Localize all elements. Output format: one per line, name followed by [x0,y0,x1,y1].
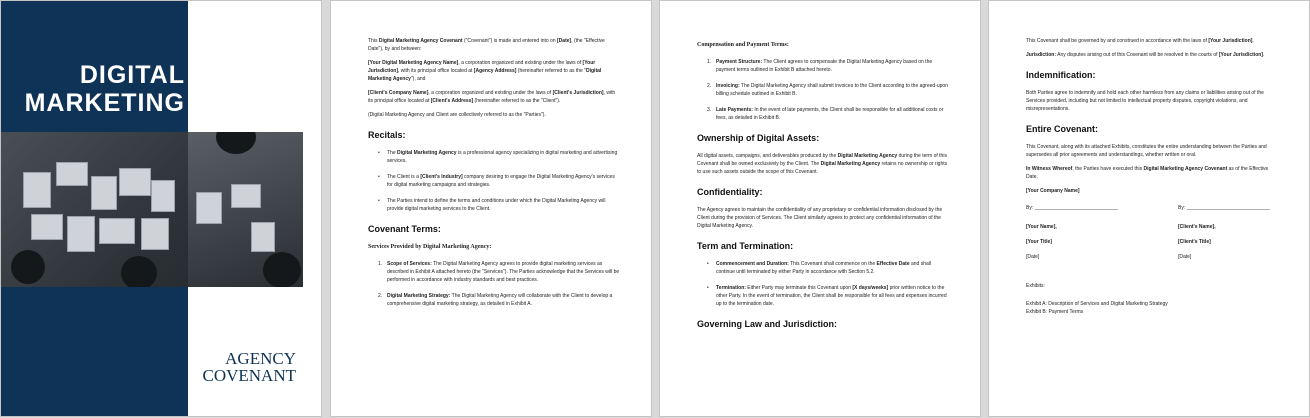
governing-law-heading: Governing Law and Jurisdiction: [697,319,838,329]
payment-item: 1. Payment Structure: The Client agrees to compensate the Digital Marketing Agency based on the payment terms outlined in Exhibit B attached hereto. [707,59,933,73]
photo-paper [23,172,51,208]
recital-item: • The Digital Marketing Agency is a professional agency specializing in digital marketing and advertising services. [378,150,618,164]
cover-title-line1: DIGITAL [79,61,185,89]
confidentiality-paragraph: The Agency agrees to maintain the confidentiality of any proprietary or confidential information disclosed by the Client during the provision of Services. The Client similarly agrees to protect any confidential information of the Digital Marketing Agency. [697,207,943,229]
bullet-icon: • [378,198,380,204]
cover-subtitle-line2: COVENANT [202,366,296,385]
cover-title [1,61,185,117]
recital-item: • The Parties intend to define the terms and conditions under which the Digital Marketing Agency will provide digital marketing services to the Client. [378,198,606,212]
exhibit-b-line: Exhibit B: Payment Terms [1026,309,1084,315]
term-item: • Termination: Either Party may terminate this Covenant upon [X days/weeks] prior written notice to the other Party. In the event of termination, the Client shall be responsible for all fees and expenses incurred up to the termination date. [707,285,947,307]
services-item: 2. Digital Marketing Strategy: The Digital Marketing Agency will collaborate with the Client to develop a comprehensive digital marketing strategy, as detailed in Exhibit A. [378,293,613,307]
photo-person [121,256,157,287]
party-client-paragraph: [Client's Company Name], a corporation organized and existing under the laws of [Client's Jurisdiction], with its principal office located at [Client's Address] (hereinafter referred to as the "Client"). [368,90,616,104]
parties-paragraph: (Digital Marketing Agency and Client are collectively referred to as the "Parties"). [368,112,546,118]
page-2-content [368,37,620,316]
entire-covenant-heading: Entire Covenant: [1026,124,1099,134]
photo-paper [119,168,151,196]
photo-person [11,250,45,284]
photo-paper [231,184,261,208]
photo-paper [91,176,117,210]
ownership-heading: Ownership of Digital Assets: [697,133,820,143]
witness-paragraph: In Witness Whereof, the Parties have executed this Digital Marketing Agency Covenant as of the Effective Date. [1026,166,1269,180]
ownership-paragraph: All digital assets, campaigns, and deliverables produced by the Digital Marketing Agency during the term of this Covenant shall be owned exclusively by the Client. The Digital Marketing Agency retains no ownership or rights to use such assets outside the scope of this Covenant. [697,153,948,175]
exhibit-a-line: Exhibit A: Description of Services and Digital Marketing Strategy [1026,301,1168,307]
photo-paper [67,216,95,252]
exhibits-label: Exhibits: [1026,283,1045,289]
photo-paper [99,218,135,244]
cover-subtitle [203,350,297,384]
signature-by-row: By: ______________________________ By: ______________________________ [1026,205,1271,211]
services-item: 1. Scope of Services: The Digital Marketing Agency agrees to provide digital marketing services as described in Exhibit A attached hereto (the "Services"). The Parties acknowledge that the Services will be performed in accordance with industry standards and best practices. [378,261,620,283]
covenant-terms-heading: Covenant Terms: [368,224,441,234]
term-item: • Commencement and Duration: This Covenant shall commence on the Effective Date and shall continue until terminated by either Party in accordance with Section 5.2. [707,261,932,275]
bullet-icon: • [707,285,709,291]
payment-item: 3. Late Payments: In the event of late payments, the Client shall be responsible for all additional costs or fees, as detailed in Exhibit B. [707,107,944,121]
page-4-content [1026,37,1278,316]
payment-item: 2. Invoicing: The Digital Marketing Agency shall submit invoices to the Client according to the agreed-upon billing schedule outlined in Exhibit B. [707,83,948,97]
photo-paper [141,218,169,250]
recitals-heading: Recitals: [368,130,406,140]
cover-subtitle-line1: AGENCY [225,349,296,368]
cover-title-line2: MARKETING [24,89,185,117]
recital-item: • The Client is a [Client's Industry] company desiring to engage the Digital Marketing Agency's services for digital marketing campaigns and strategies. [378,174,615,188]
photo-person [263,252,301,287]
bullet-icon: • [378,150,380,156]
company-name-field: [Your Company Name] [1026,188,1080,194]
photo-paper [151,180,175,212]
cover-photo [1,132,303,287]
confidentiality-heading: Confidentiality: [697,187,763,197]
term-heading: Term and Termination: [697,241,794,251]
photo-paper [31,214,63,240]
page-3-content [697,37,949,338]
signature-date-row: [Date] [Date] [1026,254,1192,260]
services-heading: Services Provided by Digital Marketing Agency: [368,244,492,250]
photo-paper [251,222,275,252]
document-page-3 [659,0,981,417]
document-page-2 [330,0,652,417]
signature-name-row: [Your Name], [Client's Name], [1026,224,1216,230]
signature-title-row: [Your Title] [Client's Title] [1026,239,1211,245]
indemnification-heading: Indemnification: [1026,70,1096,80]
indemnification-paragraph: Both Parties agree to indemnify and hold each other harmless from any claims or liabilities arising out of the Services provided, including but not limited to intellectual property disputes, copyright violations, and misrepresentations. [1026,90,1264,112]
bullet-icon: • [707,261,709,267]
compensation-heading: Compensation and Payment Terms: [697,42,789,48]
photo-paper [56,162,88,186]
jurisdiction-paragraph: Jurisdiction: Any disputes arising out of this Covenant will be resolved in the courts of [Your Jurisdiction]. [1026,52,1265,58]
photo-paper [196,192,222,224]
intro-paragraph: This Digital Marketing Agency Covenant ("Covenant") is made and entered into on [Date], (the "Effective Date"), by and between: [368,38,605,52]
bullet-icon: • [378,174,380,180]
party-agency-paragraph: [Your Digital Marketing Agency Name], a corporation organized and existing under the laws of [Your Jurisdiction], with its principal office located at [Agency Address] (hereinafter referred to as the "Digital Marketing Agency"), and [368,60,602,82]
entire-covenant-paragraph: This Covenant, along with its attached Exhibits, constitutes the entire understanding between the Parties and supersedes all prior agreements and understandings, whether written or oral. [1026,144,1267,158]
governing-law-paragraph: This Covenant shall be governed by and construed in accordance with the laws of [Your Jurisdiction]. [1026,38,1254,44]
document-page-4 [988,0,1310,417]
cover-page [0,0,322,417]
